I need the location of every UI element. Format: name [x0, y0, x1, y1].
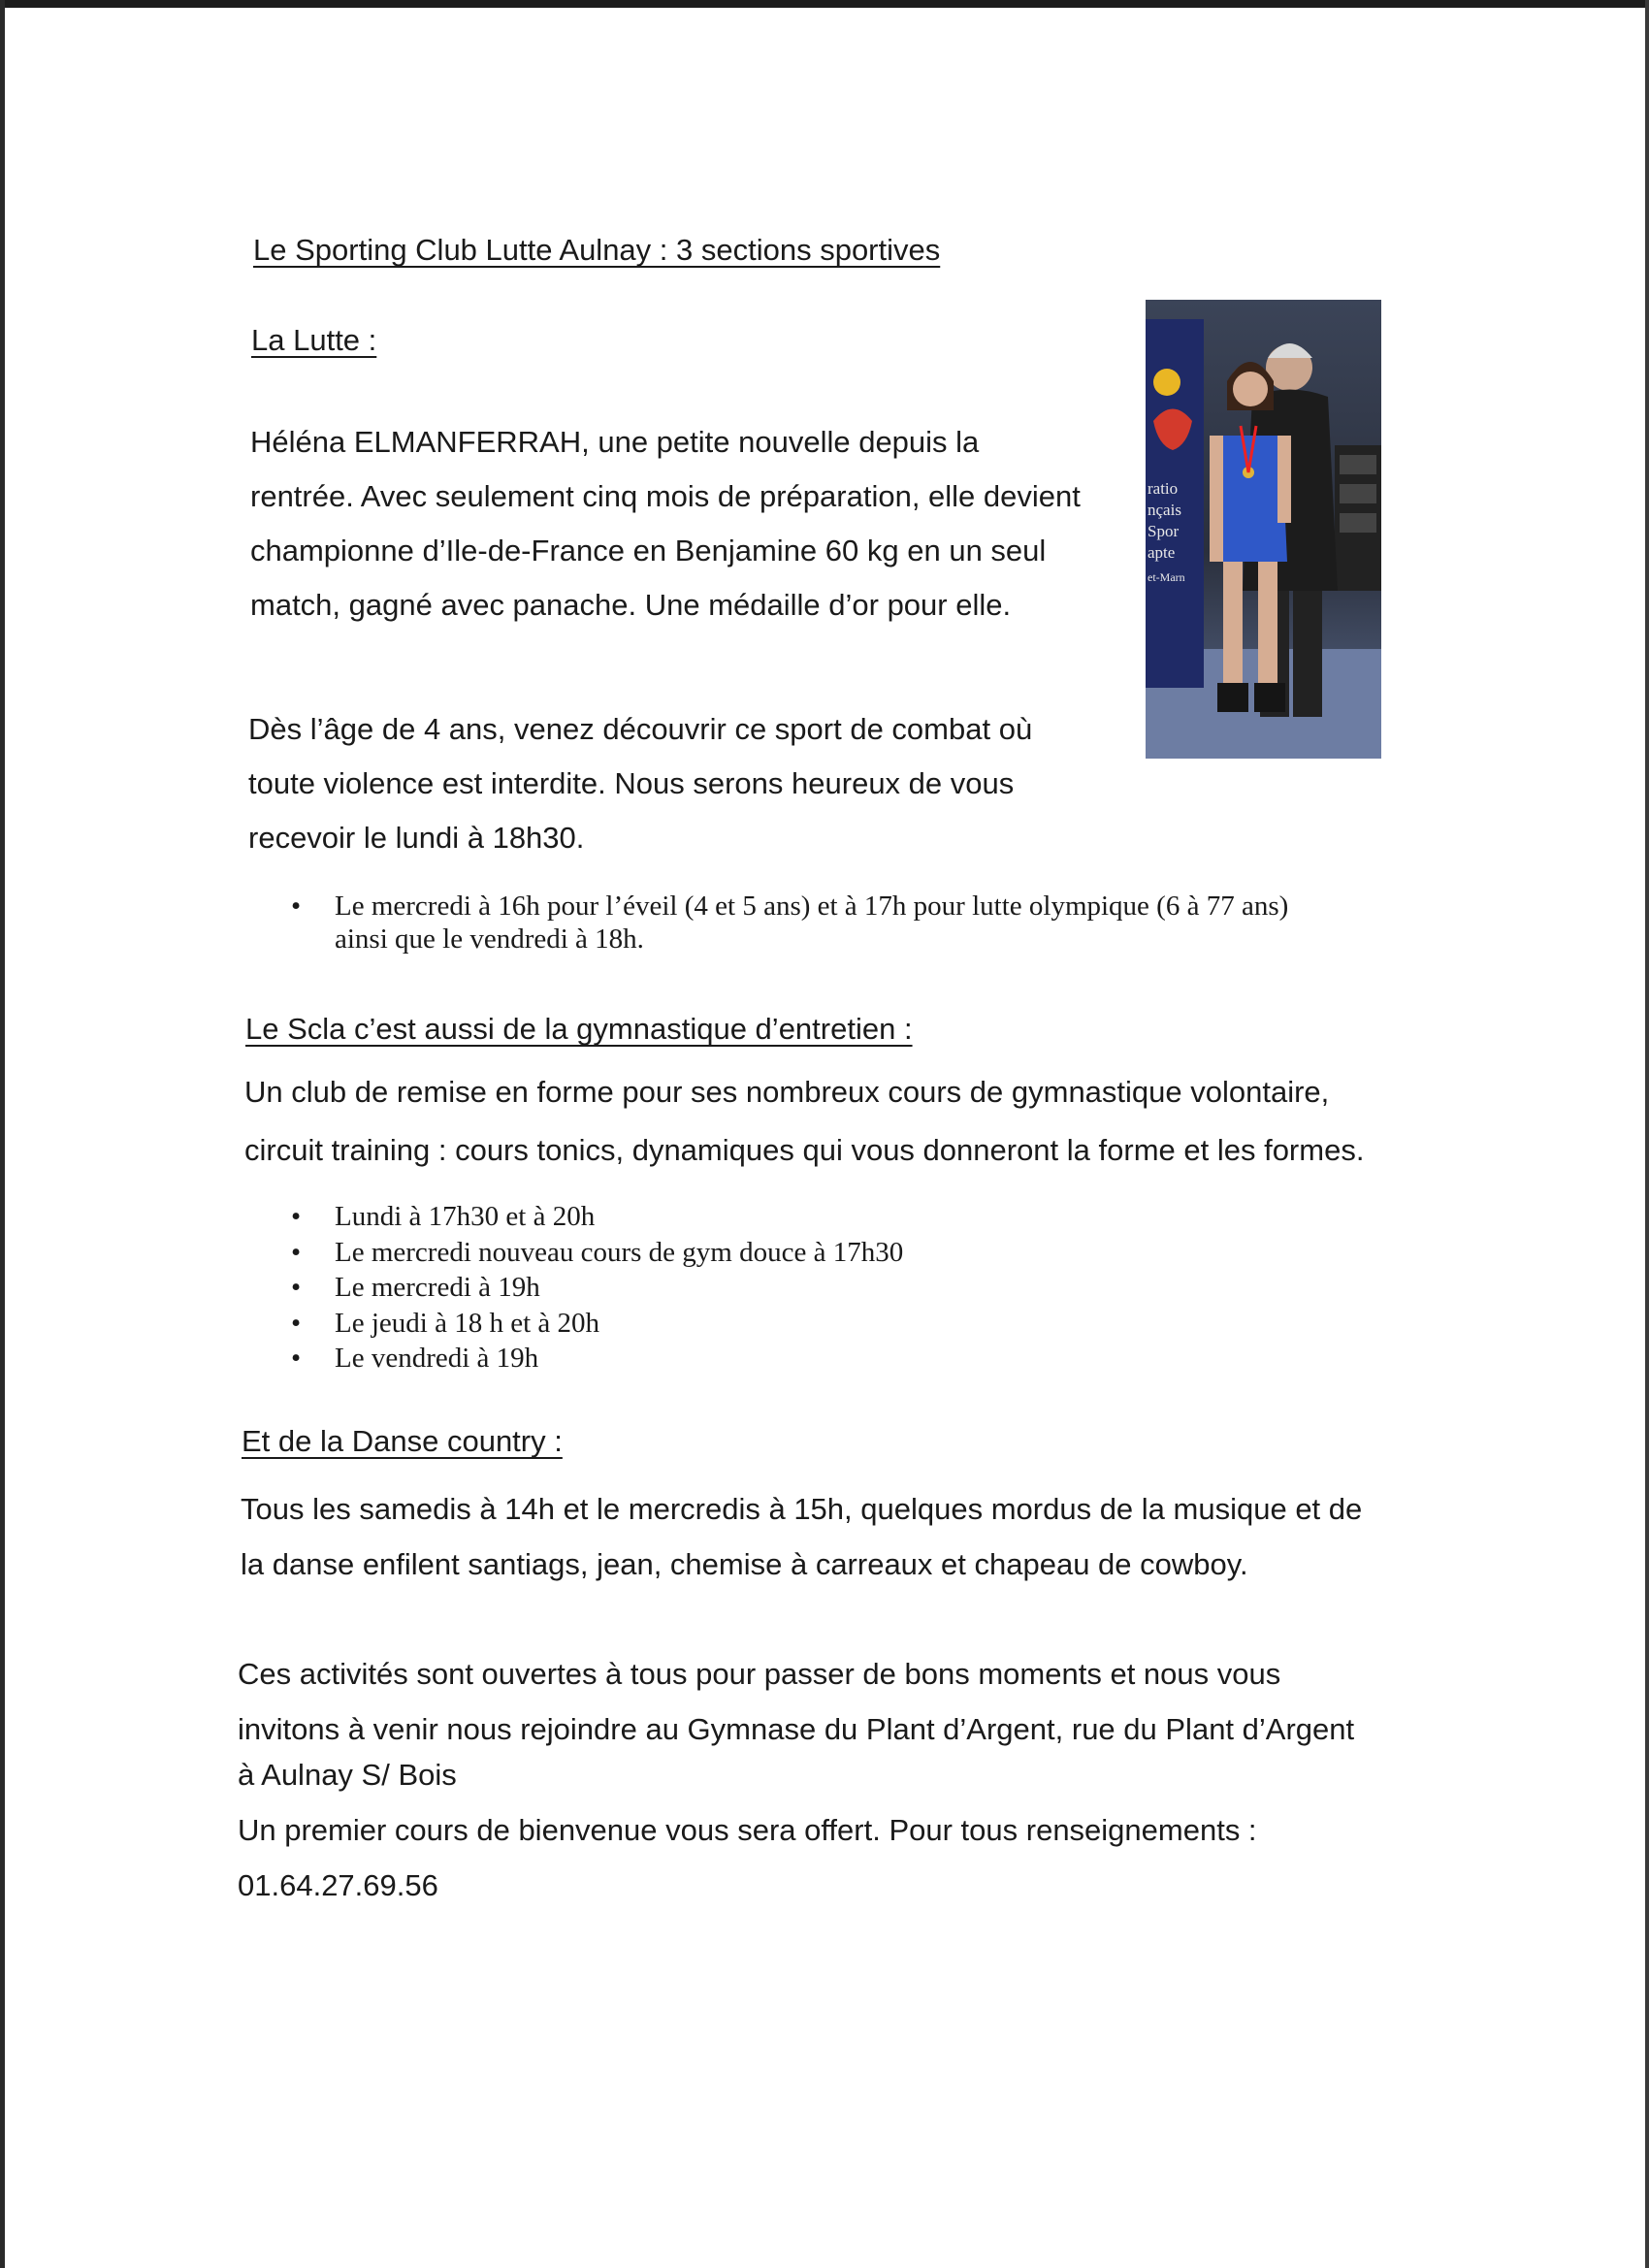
phone-number: 01.64.27.69.56: [238, 1868, 438, 1902]
lutte-paragraph-1: [250, 415, 1081, 632]
list-item-text: Lundi à 17h30 et à 20h: [335, 1201, 596, 1232]
list-item-text: Le mercredi à 16h pour l’éveil (4 et 5 ans) et à 17h pour lutte olympique (6 à 77 ans): [335, 891, 1289, 922]
lutte-p2-line: toute violence est interdite. Nous serons heureux de vous: [248, 766, 1015, 800]
bullet-icon: •: [291, 1236, 302, 1268]
scan-border-top: [0, 0, 1649, 8]
closing-paragraph: [238, 1646, 1354, 1913]
danse-paragraph: [241, 1481, 1362, 1592]
list-item-text: Le jeudi à 18 h et à 20h: [335, 1307, 599, 1339]
list-item-text: ainsi que le vendredi à 18h.: [335, 923, 644, 955]
list-item-text: Le mercredi nouveau cours de gym douce à 17h30: [335, 1236, 904, 1268]
list-item: [291, 1199, 903, 1235]
gym-paragraph: [244, 1063, 1364, 1180]
list-item: [291, 890, 1288, 956]
danse-para-line: la danse enfilent santiags, jean, chemise à carreaux et chapeau de cowboy.: [241, 1547, 1248, 1581]
list-item-text: Le mercredi à 19h: [335, 1272, 540, 1303]
danse-para-line: Tous les samedis à 14h et le mercredis à 15h, quelques mordus de la musique et de: [241, 1492, 1363, 1526]
wrestler-photo: [1146, 300, 1381, 759]
gym-heading: Le Scla c’est aussi de la gymnastique d’entretien :: [245, 1012, 913, 1046]
banner-text: apte: [1148, 543, 1176, 562]
banner-text: ratio: [1148, 479, 1179, 498]
list-item: [291, 1270, 903, 1306]
scan-border-left: [0, 0, 5, 2268]
page-title: Le Sporting Club Lutte Aulnay : 3 sections sportives: [253, 233, 941, 267]
closing-line: à Aulnay S/ Bois: [238, 1758, 457, 1792]
bullet-icon: •: [291, 891, 302, 922]
closing-line: Ces activités sont ouvertes à tous pour passer de bons moments et nous vous: [238, 1657, 1281, 1691]
danse-heading: Et de la Danse country :: [242, 1424, 563, 1458]
gym-para-line: Un club de remise en forme pour ses nombreux cours de gymnastique volontaire,: [244, 1075, 1330, 1109]
gym-para-line: circuit training : cours tonics, dynamiques qui vous donneront la forme et les formes.: [244, 1133, 1365, 1167]
bullet-icon: •: [291, 1201, 302, 1232]
scan-border-right: [1645, 0, 1649, 2268]
lutte-p1-line: Héléna ELMANFERRAH, une petite nouvelle depuis la: [250, 425, 980, 459]
list-item-text: Le vendredi à 19h: [335, 1343, 539, 1374]
lutte-p2-line: recevoir le lundi à 18h30.: [248, 821, 585, 855]
closing-line: Un premier cours de bienvenue vous sera offert. Pour tous renseignements :: [238, 1813, 1257, 1847]
list-item: [291, 1235, 903, 1271]
list-item: [291, 1341, 903, 1377]
bullet-icon: •: [291, 1272, 302, 1303]
list-item: [291, 1306, 903, 1342]
lutte-paragraph-2: [248, 702, 1032, 865]
bullet-icon: •: [291, 1307, 302, 1339]
lutte-schedule-list: [291, 890, 1288, 956]
bullet-icon: •: [291, 1343, 302, 1374]
lutte-p1-line: match, gagné avec panache. Une médaille d’or pour elle.: [250, 588, 1012, 622]
banner-text: et-Marn: [1148, 570, 1185, 584]
lutte-p2-line: Dès l’âge de 4 ans, venez découvrir ce sport de combat où: [248, 712, 1033, 746]
gym-schedule-list: [291, 1199, 903, 1377]
lutte-heading: La Lutte :: [251, 323, 377, 357]
closing-line: invitons à venir nous rejoindre au Gymnase du Plant d’Argent, rue du Plant d’Argent: [238, 1712, 1355, 1746]
banner-text: nçais: [1148, 501, 1181, 519]
banner-text: Spor: [1148, 522, 1180, 540]
lutte-p1-line: rentrée. Avec seulement cinq mois de préparation, elle devient: [250, 479, 1081, 513]
lutte-p1-line: championne d’Ile-de-France en Benjamine 60 kg en un seul: [250, 534, 1047, 567]
